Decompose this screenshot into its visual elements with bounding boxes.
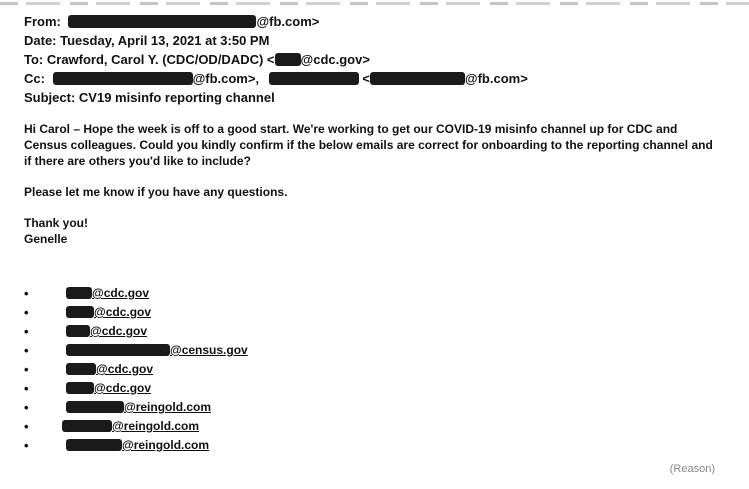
- to-value: Crawford, Carol Y. (CDC/OD/DADC) <: [46, 52, 275, 67]
- bullet: •: [24, 362, 29, 377]
- redaction-bar: [66, 325, 90, 337]
- list-item: [24, 438, 424, 457]
- from-label: From:: [24, 14, 61, 29]
- email-domain: @reingold.com: [112, 419, 200, 433]
- scan-artifact: [0, 2, 749, 5]
- from-value: @fb.com>: [256, 14, 320, 29]
- body-paragraph: Hi Carol – Hope the week is off to a good start. We're working to get our COVID-19 misinfo channel up for CDC and Census colleagues. Could you kindly confirm if the below emails are correct for onboarding to the reporting channel and if there are others you'd like to include?: [24, 122, 713, 168]
- cc-line: [24, 69, 744, 88]
- redaction-bar: [62, 420, 112, 432]
- email-domain: @census.gov: [170, 343, 248, 357]
- to-label: To:: [24, 52, 44, 67]
- date-label: Date:: [24, 33, 57, 48]
- recipient-list: [24, 286, 424, 457]
- to-suffix: @cdc.gov>: [300, 52, 370, 67]
- redaction-bar: [275, 53, 301, 66]
- redaction-bar: [53, 72, 193, 85]
- list-item: [24, 362, 424, 381]
- list-item: [24, 419, 424, 438]
- subject-label: Subject:: [24, 90, 76, 105]
- subject-value: CV19 misinfo reporting channel: [78, 90, 275, 105]
- cc-value-1: @fb.com>,: [192, 71, 260, 86]
- email-header: [24, 12, 744, 107]
- subject-line: [24, 88, 744, 107]
- email-domain: @cdc.gov: [94, 381, 152, 395]
- cc-label: Cc:: [24, 71, 45, 86]
- email-domain: @cdc.gov: [94, 305, 152, 319]
- bullet: •: [24, 400, 29, 415]
- email-address: [66, 286, 149, 300]
- email-address: [66, 400, 211, 414]
- email-domain: @cdc.gov: [96, 362, 154, 376]
- source-credit: (Reason): [669, 463, 715, 475]
- redaction-bar: [66, 344, 170, 356]
- email-address: [66, 305, 151, 319]
- redaction-bar: [269, 72, 359, 85]
- date-line: [24, 31, 744, 50]
- redaction-bar: [66, 382, 94, 394]
- redaction-bar: [66, 439, 122, 451]
- redaction-bar: [66, 287, 92, 299]
- email-address: [66, 324, 147, 338]
- email-address: [66, 438, 209, 452]
- bullet: •: [24, 343, 29, 358]
- cc-value-3: @fb.com>: [464, 71, 528, 86]
- date-value: Tuesday, April 13, 2021 at 3:50 PM: [60, 33, 270, 48]
- email-body: [24, 121, 714, 247]
- email-domain: @cdc.gov: [92, 286, 150, 300]
- bullet: •: [24, 419, 29, 434]
- redaction-bar: [370, 72, 465, 85]
- email-address: [66, 381, 151, 395]
- bullet: •: [24, 286, 29, 301]
- list-item: [24, 305, 424, 324]
- email-domain: @reingold.com: [124, 400, 212, 414]
- email-domain: @reingold.com: [122, 438, 210, 452]
- from-line: [24, 12, 744, 31]
- thanks-line: Thank you!: [24, 216, 89, 230]
- list-item: [24, 324, 424, 343]
- redaction-bar: [68, 15, 256, 28]
- redaction-bar: [66, 401, 124, 413]
- bullet: •: [24, 438, 29, 453]
- signature: Genelle: [24, 232, 68, 246]
- body-paragraph: Please let me know if you have any questions.: [24, 185, 288, 199]
- to-line: [24, 50, 744, 69]
- email-address: [62, 419, 199, 433]
- redaction-bar: [66, 306, 94, 318]
- redaction-bar: [66, 363, 96, 375]
- list-item: [24, 343, 424, 362]
- email-address: [66, 343, 248, 357]
- cc-value-2: <: [362, 71, 370, 86]
- bullet: •: [24, 381, 29, 396]
- list-item: [24, 381, 424, 400]
- email-domain: @cdc.gov: [90, 324, 148, 338]
- list-item: [24, 400, 424, 419]
- bullet: •: [24, 324, 29, 339]
- list-item: [24, 286, 424, 305]
- bullet: •: [24, 305, 29, 320]
- email-address: [66, 362, 153, 376]
